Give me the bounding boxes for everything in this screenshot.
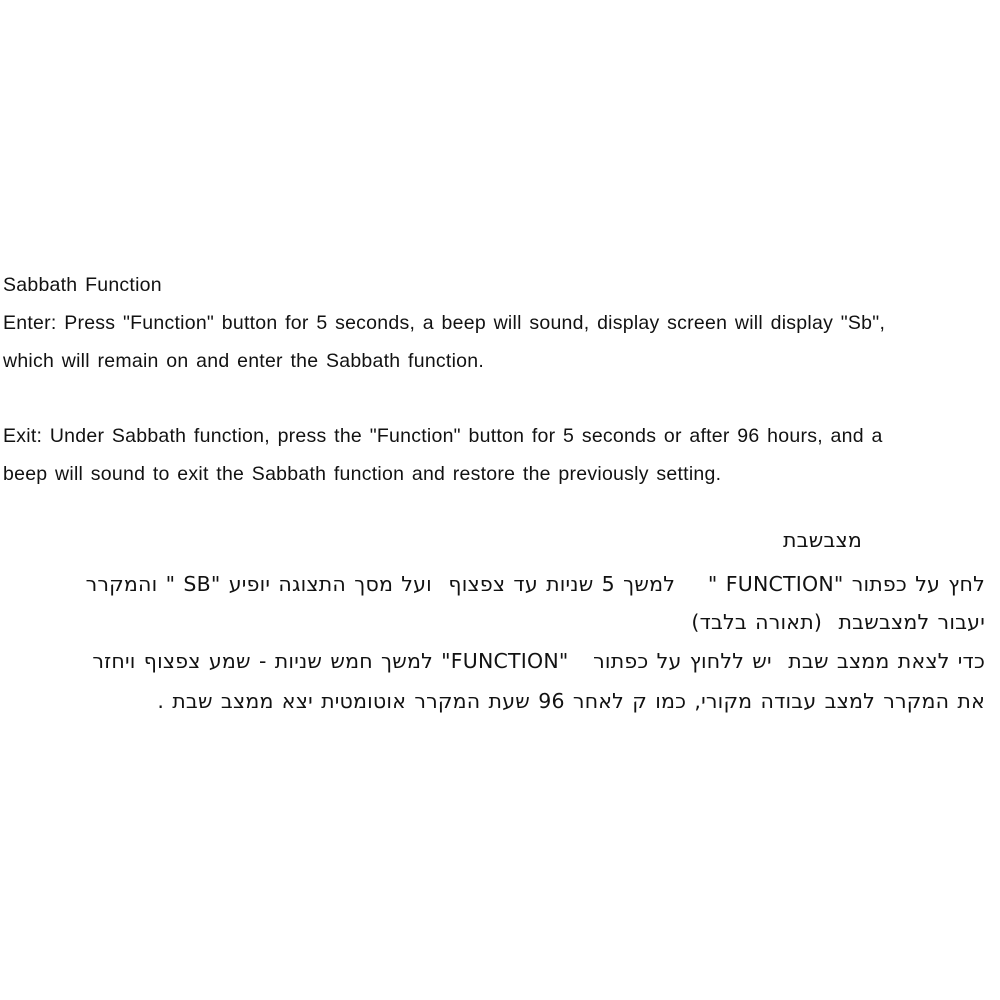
english-enter-paragraph-line-1: Enter: Press "Function" button for 5 seconds, a beep will sound, display screen will display "Sb",: [3, 312, 886, 334]
hebrew-paragraph-line-1: לחץ על כפתור "FUNCTION " למשך 5 שניות עד צפצוף ועל מסך התצוגה יופיע "SB " והמקרר: [85, 572, 985, 596]
english-exit-paragraph-line-2: beep will sound to exit the Sabbath function and restore the previously setting.: [3, 463, 722, 485]
hebrew-paragraph-line-4: את המקרר למצב עבודה מקורי, כמו ק לאחר 96 שעת המקרר אוטומטית יצא ממצב שבת .: [157, 689, 985, 713]
english-enter-paragraph-line-2: which will remain on and enter the Sabbath function.: [3, 350, 485, 372]
hebrew-paragraph-line-2: יעבור למצבשבת (תאורה בלבד): [691, 610, 985, 634]
hebrew-paragraph-line-3: כדי לצאת ממצב שבת יש ללחוץ על כפתור "FUNCTION" למשך חמש שניות - שמע צפצוף ויחזר: [92, 649, 985, 673]
english-exit-paragraph-line-1: Exit: Under Sabbath function, press the "Function" button for 5 seconds or after 96 hours, and a: [3, 425, 883, 447]
english-heading: Sabbath Function: [3, 274, 162, 296]
hebrew-heading: מצבשבת: [783, 528, 862, 552]
